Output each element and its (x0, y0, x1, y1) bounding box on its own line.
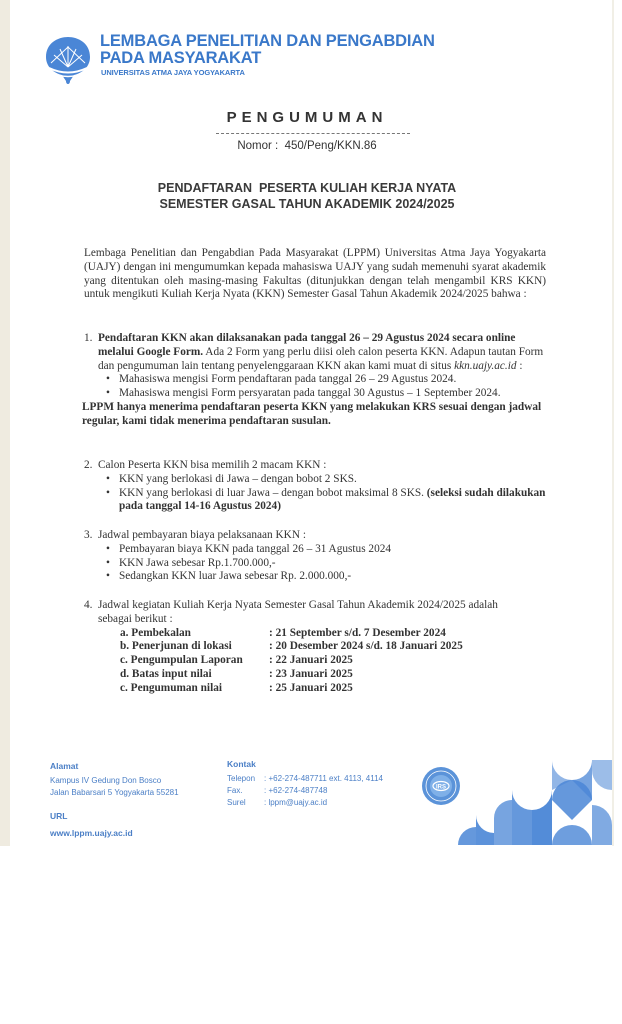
document-number (0, 140, 614, 152)
schedule-label: d. Batas input nilai (120, 667, 212, 680)
section-2-text (84, 459, 546, 473)
footer-contact (227, 758, 383, 809)
bullet-text: Mahasiswa mengisi Form persyaratan pada tanggal 30 Agustus – 1 September 2024. (119, 387, 501, 400)
section-number: 1. (84, 332, 93, 344)
list-item (84, 570, 546, 584)
bullet-icon: • (106, 542, 110, 555)
footer-url (50, 810, 133, 839)
contact-row (227, 785, 383, 797)
schedule-row (120, 668, 546, 682)
section-3-bullets (84, 543, 546, 584)
site-suffix: : (516, 359, 523, 372)
uajy-logo-icon (40, 33, 96, 89)
section-1-bold: Pendaftaran KKN akan dilaksanakan pada tanggal 26 – 29 Agustus 2024 secara online melalui Google Form. (98, 332, 516, 358)
bullet-icon: • (106, 373, 110, 386)
section-1-text (84, 332, 546, 373)
bullet-text: KKN yang berlokasi di luar Jawa – dengan bobot maksimal 8 SKS. (119, 486, 427, 499)
contact-key: Surel (227, 798, 246, 807)
section-4 (84, 599, 546, 696)
url-label: URL (50, 811, 68, 821)
address-label: Alamat (50, 761, 79, 771)
intro-paragraph: Lembaga Penelitian dan Pengabdian Pada Masyarakat (LPPM) Universitas Atma Jaya Yogyakarta (UAJY) dengan ini mengumumkan kepada mahasiswa UAJY yang sudah memenuhi syarat akademik yang ditentukan oleh masing-masing Fakultas (ditunjukkan dengan telah mengambil KRS KKN) untuk mengikuti Kuliah Kerja Nyata (KKN) Semester Gasal Tahun Akademik 2024/2025 bahwa : (84, 247, 546, 301)
bullet-text: Pembayaran biaya KKN pada tanggal 26 – 31 Agustus 2024 (119, 542, 392, 555)
bullet-bold-text: (seleksi sudah dilakukan pada tanggal 14-16 Agustus 2024) (119, 486, 546, 513)
section-3-text (84, 529, 546, 543)
section-number: 3. (84, 529, 93, 541)
contact-label: Kontak (227, 759, 256, 769)
list-item (84, 487, 546, 515)
schedule-row (120, 654, 546, 668)
subject-line1: PENDAFTARAN PESERTA KULIAH KERJA NYATA (157, 181, 457, 195)
schedule-value: : 23 Januari 2025 (269, 667, 353, 680)
contact-value: : +62-274-487711 ext. 4113, 4114 (264, 774, 383, 783)
section-2 (84, 459, 546, 514)
section-1-body: Ada 2 Form yang perlu diisi oleh calon peserta KKN. Adapun tautan Form dan pengumuman lain tentang penyelenggaraan KKN akan kami muat di situs (98, 345, 544, 372)
decorative-leaf-pattern (458, 760, 612, 845)
address-line2: Jalan Babarsari 5 Yogyakarta 55281 (50, 788, 179, 797)
contact-key: Telepon (227, 774, 256, 783)
bullet-icon: • (106, 486, 110, 499)
org-name (100, 33, 435, 67)
section-4-body-line1: Jadwal kegiatan Kuliah Kerja Nyata Semester Gasal Tahun Akademik 2024/2025 adalah (98, 599, 498, 611)
section-2-bullets (84, 473, 546, 514)
bullet-text: KKN yang berlokasi di Jawa – dengan bobot 2 SKS. (119, 472, 357, 485)
bullet-icon: • (106, 472, 110, 485)
subject-line2: SEMESTER GASAL TAHUN AKADEMIK 2024/2025 (159, 197, 455, 211)
schedule-table (84, 627, 546, 696)
contact-row (227, 797, 383, 809)
nomor-label: Nomor : (237, 140, 279, 152)
section-3 (84, 529, 546, 584)
section-1 (84, 332, 546, 429)
schedule-label: c. Pengumuman nilai (120, 681, 222, 694)
bullet-icon: • (106, 387, 110, 400)
schedule-label: b. Penerjunan di lokasi (120, 640, 232, 653)
section-number: 2. (84, 459, 93, 471)
contact-key: Fax. (227, 786, 243, 795)
bullet-text: KKN Jawa sebesar Rp.1.700.000,- (119, 556, 276, 569)
university-name: UNIVERSITAS ATMA JAYA YOGYAKARTA (101, 68, 245, 77)
section-4-body-line2: sebagai berikut : (98, 612, 173, 625)
svg-text:IRS: IRS (435, 784, 447, 791)
email-link[interactable]: : lppm@uajy.ac.id (264, 798, 328, 807)
list-item (84, 373, 546, 387)
section-1-bullets (84, 373, 546, 401)
org-name-line1: LEMBAGA PENELITIAN DAN PENGABDIAN (100, 32, 435, 50)
bullet-text: Mahasiswa mengisi Form pendaftaran pada tanggal 26 – 29 Agustus 2024. (119, 373, 457, 386)
list-item (84, 387, 546, 401)
announcement-subject (0, 180, 614, 212)
schedule-row (120, 627, 546, 641)
list-item (84, 557, 546, 571)
contact-value: : +62-274-487748 (264, 786, 328, 795)
org-name-line2: PADA MASYARAKAT (100, 49, 262, 67)
announcement-title: PENGUMUMAN (226, 109, 388, 126)
title-divider (216, 133, 410, 134)
certification-seal-icon (421, 766, 461, 806)
section-number: 4. (84, 599, 93, 611)
registration-note: LPPM hanya menerima pendaftaran peserta KKN yang melakukan KRS sesuai dengan jadwal regular, kami tidak menerima pendaftaran susulan. (82, 400, 542, 427)
contact-row (227, 773, 383, 785)
schedule-row (120, 682, 546, 696)
footer-address (50, 760, 179, 799)
schedule-value: : 22 Januari 2025 (269, 654, 353, 667)
nomor-value: 450/Peng/KKN.86 (284, 140, 377, 152)
schedule-value: : 20 Desember 2024 s/d. 18 Januari 2025 (269, 640, 463, 653)
address-line1: Kampus IV Gedung Don Bosco (50, 776, 162, 785)
bullet-icon: • (106, 570, 110, 583)
scan-edge-line (612, 0, 614, 846)
bullet-text: Sedangkan KKN luar Jawa sebesar Rp. 2.000.000,- (119, 570, 352, 583)
site-link[interactable]: kkn.uajy.ac.id (454, 359, 517, 372)
schedule-value: : 25 Januari 2025 (269, 681, 353, 694)
scan-edge-strip (0, 0, 10, 846)
schedule-label: c. Pengumpulan Laporan (120, 654, 243, 667)
section-4-text (84, 599, 546, 613)
section-2-body: Calon Peserta KKN bisa memilih 2 macam KKN : (98, 459, 327, 471)
schedule-label: a. Pembekalan (120, 626, 191, 639)
list-item (84, 473, 546, 487)
schedule-row (120, 640, 546, 654)
list-item (84, 543, 546, 557)
url-link[interactable]: www.lppm.uajy.ac.id (50, 828, 133, 838)
schedule-value: : 21 September s/d. 7 Desember 2024 (269, 626, 446, 639)
section-3-body: Jadwal pembayaran biaya pelaksanaan KKN : (98, 529, 306, 541)
bullet-icon: • (106, 556, 110, 569)
